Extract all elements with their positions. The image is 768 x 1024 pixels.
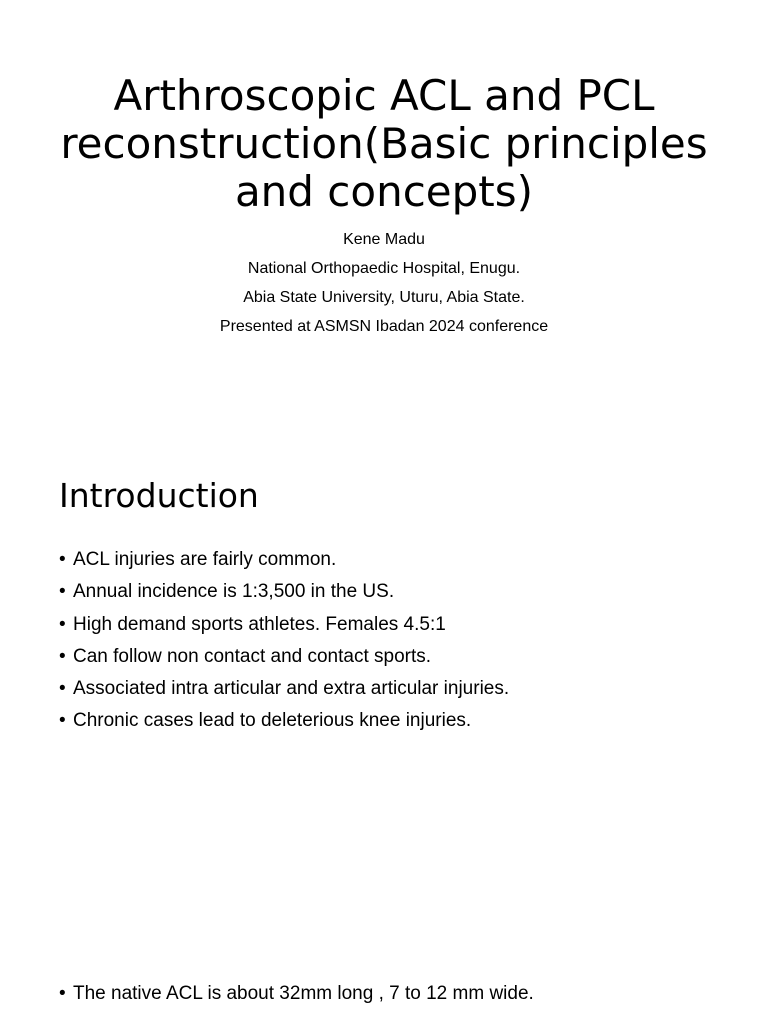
- list-item-text: Chronic cases lead to deleterious knee injuries.: [73, 710, 472, 732]
- list-item: [59, 982, 534, 1014]
- subtitle-block: [60, 228, 708, 344]
- list-item-text: Can follow non contact and contact sports.: [73, 645, 432, 667]
- list-item-text: ACL injuries are fairly common.: [73, 549, 337, 570]
- list-item-text: High demand sports athletes. Females 4.5:1: [73, 613, 446, 635]
- affiliation-line: National Orthopaedic Hospital, Enugu.: [247, 260, 521, 277]
- bullet-icon: •: [59, 549, 66, 570]
- introduction-slide: [0, 460, 768, 940]
- list-item: [59, 645, 509, 677]
- list-item: [59, 709, 509, 741]
- list-item: [59, 548, 509, 580]
- title-slide: [0, 0, 768, 420]
- list-item-text: Annual incidence is 1:3,500 in the US.: [73, 581, 395, 603]
- list-item-text: Associated intra articular and extra articular injuries.: [73, 678, 510, 700]
- presentation-venue: Presented at ASMSN Ibadan 2024 conference: [219, 318, 549, 335]
- section-heading: Introduction: [59, 476, 259, 515]
- list-item: [59, 677, 509, 709]
- bullet-icon: •: [59, 645, 66, 667]
- bullet-icon: •: [59, 710, 66, 732]
- bullet-list: [59, 982, 534, 1014]
- affiliation-line: Abia State University, Uturu, Abia State.: [243, 289, 525, 306]
- author-name: Kene Madu: [343, 231, 425, 248]
- acl-anatomy-slide: [0, 970, 768, 1024]
- list-item-text: The native ACL is about 32mm long , 7 to 12 mm wide.: [73, 983, 534, 1004]
- list-item: [59, 580, 509, 612]
- bullet-list: [59, 548, 509, 742]
- presentation-title: Arthroscopic ACL and PCL reconstruction(Basic principles and concepts): [60, 71, 708, 216]
- bullet-icon: •: [59, 581, 66, 603]
- bullet-icon: •: [59, 613, 66, 635]
- bullet-icon: •: [59, 983, 66, 1004]
- list-item: [59, 613, 509, 645]
- bullet-icon: •: [59, 678, 66, 700]
